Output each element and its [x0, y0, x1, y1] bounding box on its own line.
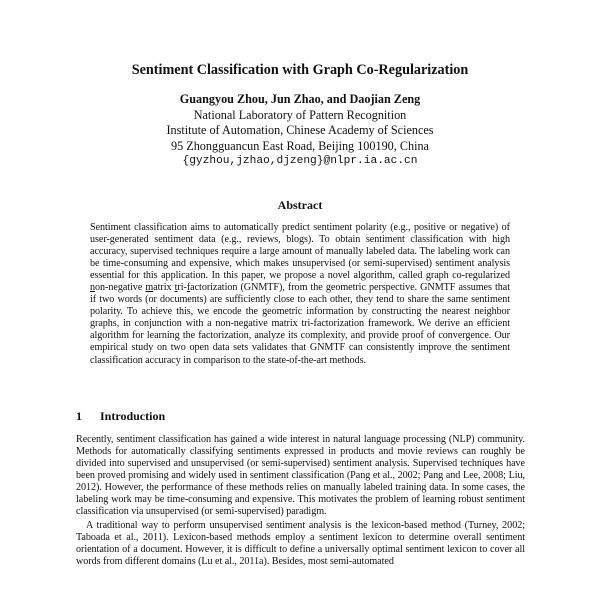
- abstract-text-part-2: GNMTF assumes that if two words (or documents) are sufficiently close to each other, they tend to share the same sentiment polarity. To achieve this, we encode the geometric information by constructing the nearest neighbor graphs, in conjunction with a non-negative matrix tri-factorization framework. We derive an efficient algorithm for learning the factorization, analyze its complexity, and provide proof of convergence. Our empirical study on two open data sets validates that GNMTF can consistently improve the sentiment classification accuracy in comparison to the state-of-the-art methods.: [90, 282, 510, 366]
- method-initial-n: n: [90, 282, 96, 294]
- intro-paragraph-2: A traditional way to perform unsupervised sentiment analysis is the lexicon-based method (Turney, 2002; Taboada et al., 2011). Lexicon-based methods employ a sentiment lexicon to determine overall sentiment orientation of a document. However, it is difficult to define a universally optimal sentiment lexicon to cover all words from different domains (Lu et al., 2011a). Besides, most semi-automated: [76, 520, 525, 568]
- abstract-heading: Abstract: [277, 198, 323, 212]
- intro-paragraph-1: Recently, sentiment classification has gained a wide interest in natural language processing (NLP) community. Methods for automatically classifying sentiments expressed in products and movie reviews can roughly be divided into supervised and unsupervised (or semi-supervised) sentiment analysis. Supervised techniques have been proved promising and widely used in sentiment classification (Pang et al., 2002; Pang and Lee, 2008; Liu, 2012). However, the performance of these methods relies on manually labeled training data. In some cases, the labeling work may be time-consuming and expensive. This motivates the problem of learning robust sentiment classification via unsupervised (or semi-supervised) paradigm.: [76, 434, 525, 518]
- section-title: Introduction: [100, 409, 166, 423]
- author-emails: {gyzhou,jzhao,djzeng}@nlpr.ia.ac.cn: [182, 155, 418, 167]
- author-names: Guangyou Zhou, Jun Zhao, and Daojian Zeng: [179, 92, 421, 106]
- section-number: 1: [76, 409, 82, 423]
- method-initial-f: f: [186, 282, 191, 294]
- affiliation-institute: Institute of Automation, Chinese Academy of Sciences: [166, 123, 434, 137]
- abstract-text: [90, 222, 510, 367]
- method-word-3: atrix: [153, 282, 175, 294]
- method-initial-g: g: [425, 270, 431, 282]
- author-block: [0, 92, 600, 170]
- method-word-1: raph co-regularized: [430, 270, 510, 282]
- method-word-2: on-negative: [95, 282, 146, 294]
- method-word-4b: actorization (GNMTF), from the geometric perspective.: [190, 282, 421, 294]
- abstract-text-part-1: Sentiment classification aims to automatically predict sentiment polarity (e.g., positive or negative) of user-generated sentiment data (e.g., reviews, blogs). To obtain sentiment classification with high accuracy, supervised techniques require a large amount of manually labeled data. The labeling work can be time-consuming and expensive, which makes unsupervised (or semi-supervised) sentiment analysis essential for this application. In this paper, we propose a novel algorithm, called: [90, 222, 510, 282]
- method-initial-t: t: [174, 282, 178, 294]
- method-word-4a: ri-: [177, 282, 187, 294]
- section-heading-introduction: [76, 409, 165, 424]
- introduction-body: [76, 434, 525, 569]
- method-initial-m: m: [145, 282, 154, 294]
- affiliation-lab: National Laboratory of Pattern Recognition: [193, 107, 407, 122]
- affiliation-address: 95 Zhongguancun East Road, Beijing 100190, China: [171, 138, 429, 153]
- paper-title: Sentiment Classification with Graph Co-Regularization: [131, 62, 469, 78]
